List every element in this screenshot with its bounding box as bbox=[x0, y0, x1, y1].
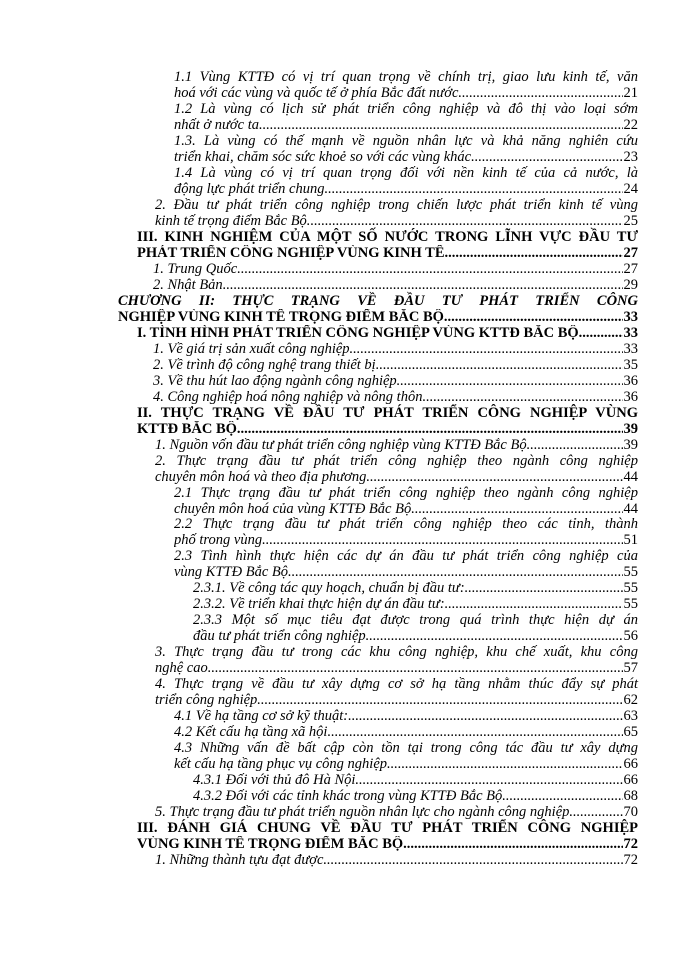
toc-entry bbox=[137, 836, 638, 852]
toc-line: 4.3 Những vấn đề bất cập còn tồn tại trong công tác đầu tư xây dựng bbox=[174, 740, 638, 757]
toc-page-number: 33 bbox=[623, 324, 638, 341]
toc-entry bbox=[155, 660, 638, 676]
toc-line: 1.2 Là vùng có lịch sử phát triển công nghiệp và đô thị vào loại sớm bbox=[174, 100, 638, 117]
toc-entry bbox=[193, 772, 638, 788]
toc-entry bbox=[153, 261, 638, 277]
toc-entry bbox=[155, 469, 638, 485]
toc-page-number: 24 bbox=[623, 180, 638, 197]
toc-entry-text: VÙNG KINH TẾ TRỌNG ĐIỂM BẮC BỘ bbox=[137, 836, 404, 853]
toc-page-number: 36 bbox=[623, 372, 638, 389]
toc-page-number: 55 bbox=[623, 564, 638, 581]
toc-page-number: 55 bbox=[623, 580, 638, 597]
toc-page-number: 25 bbox=[623, 212, 638, 229]
toc-entry bbox=[174, 501, 638, 517]
toc-section-heading: III. ĐÁNH GIÁ CHUNG VỀ ĐẦU TƯ PHÁT TRIỂN CÔNG NGHIỆP bbox=[137, 820, 638, 837]
toc-entry bbox=[153, 277, 638, 293]
toc-page-number: 65 bbox=[623, 724, 638, 741]
toc-page-number: 29 bbox=[623, 276, 638, 293]
toc-entry-text: vùng KTTĐ Bắc Bộ. bbox=[174, 564, 292, 581]
toc-entry bbox=[174, 708, 638, 724]
toc-page-number: 68 bbox=[623, 788, 638, 805]
toc-page-number: 27 bbox=[623, 260, 638, 277]
toc-entry bbox=[155, 213, 638, 229]
toc-entry-text: đầu tư phát triển công nghiệp. bbox=[193, 628, 370, 645]
toc-entry bbox=[137, 421, 638, 437]
toc-entry bbox=[155, 692, 638, 708]
toc-line-hidden-6 bbox=[174, 944, 638, 960]
toc-page-number: 66 bbox=[623, 756, 638, 773]
toc-entry bbox=[155, 437, 638, 453]
toc-entry-text: 5. Thực trạng đầu tư phát triển nguồn nhân lực cho ngành công nghiệp bbox=[155, 804, 570, 821]
toc-entry-text: động lực phát triển chung bbox=[174, 180, 325, 197]
toc-page-number: 36 bbox=[623, 388, 638, 405]
toc-page-number: 23 bbox=[623, 148, 638, 165]
toc-page-number: 63 bbox=[623, 708, 638, 725]
toc-page-number: 62 bbox=[623, 692, 638, 709]
toc-entry-text: kinh tế trọng điểm Bắc Bộ. bbox=[155, 212, 311, 229]
toc-line: 2.2 Thực trạng đầu tư phát triển công nghiệp theo các tỉnh, thành bbox=[174, 516, 638, 533]
toc-entry-text: 4.3.1 Đối với thủ đô Hà Nội bbox=[193, 772, 356, 789]
toc-entry bbox=[193, 596, 638, 612]
toc-entry-text: triển công nghiệp. bbox=[155, 692, 261, 709]
toc-entry bbox=[193, 788, 638, 804]
toc-entry-text: 4.3.2 Đối với các tỉnh khác trong vùng KTTĐ Bắc Bộ bbox=[193, 788, 503, 805]
toc-page-number: 44 bbox=[623, 500, 638, 517]
toc-entry-text: nhất ở nước ta bbox=[174, 116, 260, 133]
toc-chapter-heading: CHƯƠNG II: THỰC TRẠNG VỀ ĐẦU TƯ PHÁT TRIỂN CÔNG bbox=[118, 292, 638, 309]
toc-line: 2.1 Thực trạng đầu tư phát triển công nghiệp theo ngành công nghiệp bbox=[174, 484, 638, 501]
toc-page-number: 72 bbox=[623, 836, 638, 853]
toc-page-number: 70 bbox=[623, 804, 638, 821]
toc-line: 2. Đầu tư phát triển công nghiệp trong chiến lược phát triển kinh tế vùng bbox=[155, 196, 638, 213]
toc-line: 4. Thực trạng về đầu tư xây dựng cơ sở hạ tầng nhằm thúc đẩy sự phát bbox=[155, 676, 638, 693]
toc-entry bbox=[155, 852, 638, 868]
toc-entry-text: 2. Nhật Bản bbox=[153, 276, 223, 293]
toc-line: 2.3 Tình hình thực hiện các dự án đầu tư phát triển công nghiệp của bbox=[174, 548, 638, 565]
toc-page-number: 33 bbox=[623, 308, 638, 325]
toc-line: 2.3.3 Một số mục tiêu đạt được trong quá trình thực hiện dự án bbox=[193, 612, 638, 629]
toc-entry-text: I. TÌNH HÌNH PHÁT TRIỂN CÔNG NGHIỆP VÙNG KTTĐ BẮC BỘ bbox=[137, 324, 579, 341]
toc-line: 1.4 Là vùng có vị trí quan trọng đối với nền kinh tế của cả nước, là bbox=[174, 164, 638, 181]
toc-entry-text: kết cấu hạ tầng phục vụ công nghiệp. bbox=[174, 756, 391, 773]
toc-page-number: 51 bbox=[623, 532, 638, 549]
toc-entry bbox=[174, 756, 638, 772]
toc-page-number: 44 bbox=[623, 468, 638, 485]
toc-page-number: 33 bbox=[623, 340, 638, 357]
toc-entry-text: nghệ cao. bbox=[155, 660, 212, 677]
toc-entry-text: hoá với các vùng và quốc tế ở phía Bắc đất nước. bbox=[174, 84, 463, 101]
toc-entry-text: 1. Nguồn vốn đầu tư phát triển công nghiệp vùng KTTĐ Bắc Bộ bbox=[155, 436, 527, 453]
toc-entry-text: 4.2 Kết cấu hạ tầng xã hội bbox=[174, 724, 328, 741]
toc-line: 2. Thực trạng đầu tư phát triển công nghiệp theo ngành công nghiệp bbox=[155, 452, 638, 469]
toc-entry bbox=[174, 532, 638, 548]
toc-page-number: 72 bbox=[623, 852, 638, 869]
toc-entry bbox=[118, 309, 638, 325]
toc-entry-text: 1. Những thành tựu đạt được bbox=[155, 852, 324, 869]
toc-entry bbox=[174, 85, 638, 101]
toc-line: 3. Thực trạng đầu tư trong các khu công nghiệp, khu chế xuất, khu công bbox=[155, 644, 638, 661]
toc-entry bbox=[155, 804, 638, 820]
toc-entry-text: 2.3.2. Về triển khai thực hiện dự án đầu tư: bbox=[193, 596, 445, 613]
toc-entry-text: 1. Về giá trị sản xuất công nghiệp bbox=[153, 340, 350, 357]
toc-section-heading: II. THỰC TRẠNG VỀ ĐẦU TƯ PHÁT TRIỂN CÔNG NGHIỆP VÙNG bbox=[137, 404, 638, 421]
toc-entry bbox=[174, 149, 638, 165]
toc-entry bbox=[137, 245, 638, 261]
toc-entry bbox=[174, 117, 638, 133]
toc-entry bbox=[137, 325, 638, 341]
toc-entry-text: PHÁT TRIỂN CÔNG NGHIỆP VÙNG KINH TẾ. bbox=[137, 244, 449, 261]
toc-entry bbox=[193, 628, 638, 644]
toc-page-number: 39 bbox=[623, 420, 638, 437]
toc-page-number: 56 bbox=[623, 628, 638, 645]
toc-section-heading: III. KINH NGHIỆM CỦA MỘT SỐ NƯỚC TRONG LĨNH VỰC ĐẦU TƯ bbox=[137, 228, 638, 245]
toc-entry bbox=[153, 373, 638, 389]
toc-entry-text: 2.3.1. Về công tác quy hoạch, chuẩn bị đầu tư: bbox=[193, 580, 465, 597]
toc-page-number: 21 bbox=[623, 84, 638, 101]
toc-entry-text: 1. Trung Quốc bbox=[153, 260, 238, 277]
toc-page-number: 55 bbox=[623, 596, 638, 613]
toc-page-number: 66 bbox=[623, 772, 638, 789]
toc-entry bbox=[174, 564, 638, 580]
toc-entry-text: 4. Công nghiệp hoá nông nghiệp và nông thôn. bbox=[153, 388, 427, 405]
toc-entry-text: NGHIỆP VÙNG KINH TẾ TRỌNG ĐIỂM BẮC BỘ bbox=[118, 308, 444, 325]
toc-entry-text: chuyên môn hoá của vùng KTTĐ Bắc Bộ. bbox=[174, 500, 415, 517]
toc-entry-text: phố trong vùng. bbox=[174, 532, 266, 549]
toc-page-number: 57 bbox=[623, 660, 638, 677]
toc-entry bbox=[193, 580, 638, 596]
toc-entry-text: chuyên môn hoá và theo địa phương bbox=[155, 468, 367, 485]
toc-entry-text: triển khai, chăm sóc sức khoẻ so với các vùng khác bbox=[174, 148, 472, 165]
toc-entry-text: 4.1 Về hạ tầng cơ sở kỹ thuật: bbox=[174, 708, 349, 725]
toc-line: 1.1 Vùng KTTĐ có vị trí quan trọng về chính trị, giao lưu kinh tế, văn bbox=[174, 69, 638, 85]
toc-entry bbox=[174, 181, 638, 197]
toc-page-number: 22 bbox=[623, 116, 638, 133]
toc-entry-text: 2. Về trình độ công nghệ trang thiết bị bbox=[153, 356, 376, 373]
toc-entry-text: 3. Về thu hút lao động ngành công nghiệp bbox=[153, 372, 397, 389]
toc-entry bbox=[153, 341, 638, 357]
toc-line: 1.3. Là vùng có thế mạnh về nguồn nhân lực và khả năng nghiên cứu bbox=[174, 132, 638, 149]
toc-entry-text: KTTĐ BẮC BỘ bbox=[137, 420, 237, 437]
toc-entry bbox=[174, 724, 638, 740]
toc-page-number: 35 bbox=[623, 356, 638, 373]
toc-entry bbox=[153, 389, 638, 405]
toc-page-number: 27 bbox=[623, 244, 638, 261]
toc-page-number: 39 bbox=[623, 436, 638, 453]
toc-entry bbox=[153, 357, 638, 373]
